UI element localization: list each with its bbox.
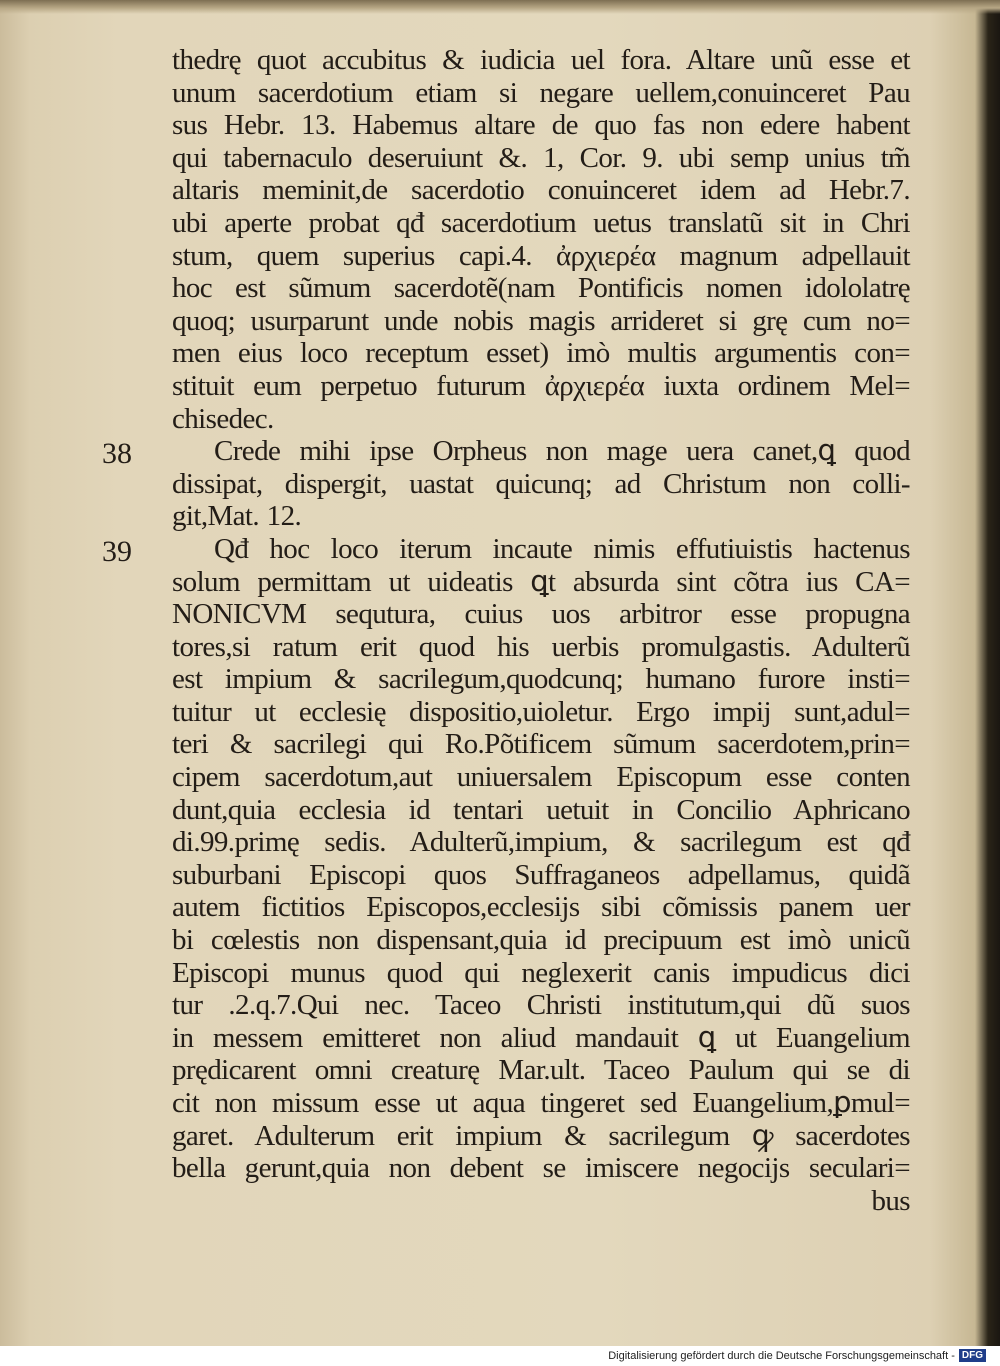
- text-line: solum permittam ut uideatis ꝗt absurda sint cõtra ius CA=: [172, 565, 910, 598]
- text-line: stum, quem superius capi.4. ἀρχιερέα magnum adpellauit: [172, 239, 910, 272]
- text-line: altaris meminit,de sacerdotio conuinceret idem ad Hebr.7.: [172, 174, 910, 207]
- text-line: chisedec.: [172, 402, 274, 435]
- text-line: ubi aperte probat qđ sacerdotium uetus translatũ sit in Chri: [172, 206, 910, 239]
- text-line: sus Hebr. 13. Habemus altare de quo fas non edere habent: [172, 109, 910, 142]
- dfg-logo: DFG: [959, 1349, 986, 1362]
- margin-number: 38: [102, 437, 132, 470]
- margin-number: 39: [102, 535, 132, 568]
- text-line: hoc est sũmum sacerdotẽ(nam Pontificis nomen idololatrę: [172, 272, 910, 305]
- text-line: bi cœlestis non dispensant,quia id precipuum est imò unicũ: [172, 924, 910, 957]
- text-line: unum sacerdotium etiam si negare uellem,conuinceret Pau: [172, 76, 910, 109]
- text-line: qui tabernaculo deseruiunt &. 1, Cor. 9. ubi semp unius tm̃: [172, 141, 910, 174]
- text-line: di.99.primę sedis. Adulterũ,impium, & sacrilegum est qđ: [172, 826, 910, 859]
- text-line: bus: [871, 1184, 910, 1217]
- text-line: Crede mihi ipse Orpheus non mage uera canet,ꝗ quod: [214, 435, 910, 468]
- text-line: prędicarent omni creaturę Mar.ult. Taceo Paulum qui se di: [172, 1054, 910, 1087]
- text-line: autem fictitios Episcopos,ecclesijs sibi cõmissis panem uer: [172, 891, 910, 924]
- text-line: in messem emitteret non aliud mandauit ꝗ ut Euangelium: [172, 1021, 910, 1054]
- text-line: garet. Adulterum erit impium & sacrilegum ꝙ sacerdotes: [172, 1119, 910, 1152]
- text-line: quoq; usurparunt unde nobis magis arrideret si grę cum no=: [172, 304, 910, 337]
- text-line: teri & sacrilegi qui Ro.Põtificem sũmum sacerdotem,prin=: [172, 728, 910, 761]
- text-line: est impium & sacrilegum,quodcunq; humano furore insti=: [172, 663, 910, 696]
- text-line: dunt,quia ecclesia id tentari uetuit in Concilio Aphricano: [172, 793, 910, 826]
- text-line: dissipat, dispergit, uastat quicunq; ad Christum non colli-: [172, 467, 910, 500]
- text-line: stituit eum perpetuo futurum ἀρχιερέα iuxta ordinem Mel=: [172, 369, 910, 402]
- text-line: bella gerunt,quia non debent se imiscere negocijs seculari=: [172, 1152, 910, 1185]
- text-line: cipem sacerdotum,aut uniuersalem Episcopum esse conten: [172, 761, 910, 794]
- text-line: git,Mat. 12.: [172, 500, 302, 533]
- text-line: men eius loco receptum esset) imò multis argumentis con=: [172, 337, 910, 370]
- footer: [608, 1349, 986, 1362]
- text-line: NONICVM sequtura, cuius uos arbitror esse propugna: [172, 598, 910, 631]
- text-line: tuitur ut ecclesię dispositio,uioletur. Ergo impij sunt,adul=: [172, 695, 910, 728]
- text-line: suburbani Episcopi quos Suffraganeos adpellamus, quidã: [172, 858, 910, 891]
- text-line: tur .2.q.7.Qui nec. Taceo Christi institutum,qui dũ suos: [172, 989, 910, 1022]
- funding-notice: Digitalisierung gefördert durch die Deutsche Forschungsgemeinschaft -: [608, 1349, 955, 1362]
- text-line: thedrę quot accubitus & iudicia uel fora. Altare unũ esse et: [172, 44, 910, 76]
- text-line: cit non missum esse ut aqua tingeret sed Euangelium,ꝑmul=: [172, 1087, 910, 1119]
- text-line: Episcopi munus quod qui neglexerit canis impudicus dici: [172, 956, 910, 989]
- text-line: Qđ hoc loco iterum incaute nimis effutiuistis hactenus: [214, 532, 910, 565]
- text-line: tores,si ratum erit quod his uerbis promulgastis. Adulterũ: [172, 630, 910, 663]
- body-text: [172, 44, 910, 1217]
